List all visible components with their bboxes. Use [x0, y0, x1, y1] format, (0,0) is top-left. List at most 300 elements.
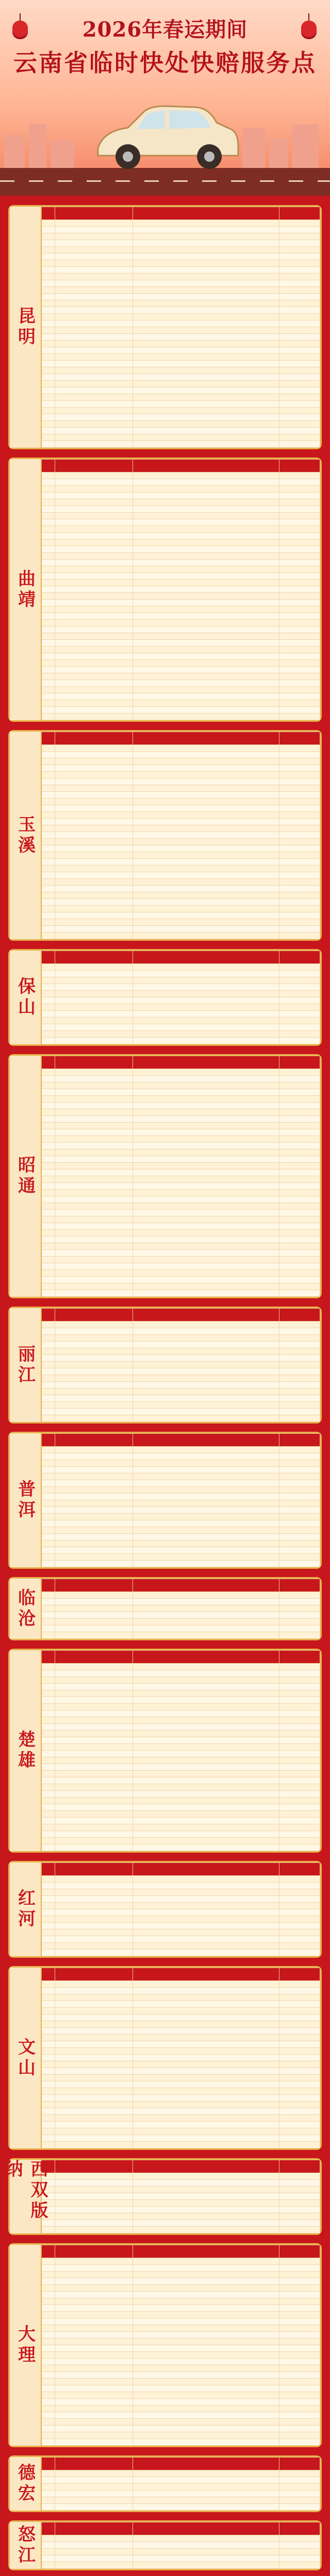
table-cell	[133, 2001, 279, 2008]
table-cell	[41, 2535, 55, 2542]
table-row	[41, 1382, 320, 1388]
table-cell	[133, 745, 279, 752]
table-header-cell	[279, 2245, 320, 2258]
table-cell	[55, 227, 133, 233]
table-cell	[279, 320, 320, 327]
table-row	[41, 2081, 320, 2088]
table-row	[41, 2332, 320, 2338]
region-section	[8, 205, 322, 449]
table-cell	[279, 421, 320, 428]
table-row	[41, 2470, 320, 2477]
table-cell	[41, 2122, 55, 2128]
table-cell	[133, 2298, 279, 2305]
table-cell	[133, 2325, 279, 2332]
table-cell	[55, 1612, 133, 1619]
table-cell	[41, 1923, 55, 1929]
table-cell	[55, 1257, 133, 1263]
table-cell	[41, 620, 55, 626]
table-cell	[55, 1170, 133, 1176]
table-cell	[55, 613, 133, 620]
region-section	[8, 949, 322, 1046]
table-row	[41, 1210, 320, 1216]
table-cell	[41, 745, 55, 752]
table-cell	[133, 1230, 279, 1236]
table-cell	[279, 1223, 320, 1230]
table-cell	[55, 341, 133, 347]
table-row	[41, 772, 320, 778]
table-cell	[133, 1547, 279, 1554]
table-cell	[41, 1216, 55, 1223]
table-cell	[41, 1547, 55, 1554]
table-cell	[279, 845, 320, 852]
table-cell	[279, 361, 320, 367]
region-name: 文山	[14, 2037, 36, 2079]
table-cell	[279, 1981, 320, 1988]
service-point-table	[41, 1433, 320, 1567]
region-section	[8, 730, 322, 941]
table-cell	[41, 626, 55, 633]
table-cell	[55, 984, 133, 991]
table-cell	[279, 673, 320, 680]
table-cell	[279, 1136, 320, 1143]
table-cell	[133, 1798, 279, 1804]
table-row	[41, 1402, 320, 1409]
table-cell	[279, 260, 320, 267]
table-row	[41, 334, 320, 341]
table-row	[41, 1024, 320, 1031]
table-header-cell	[133, 207, 279, 220]
table-cell	[41, 1203, 55, 1210]
table-cell	[41, 693, 55, 700]
table-row	[41, 1632, 320, 1639]
table-cell	[279, 2439, 320, 2446]
table-row	[41, 1494, 320, 1500]
table-cell	[55, 1018, 133, 1024]
table-cell	[55, 1210, 133, 1216]
table-cell	[279, 765, 320, 772]
table-row	[41, 347, 320, 354]
table-cell	[279, 1547, 320, 1554]
table-cell	[279, 2028, 320, 2035]
table-cell	[279, 1520, 320, 1527]
table-cell	[133, 2122, 279, 2128]
table-cell	[279, 1473, 320, 1480]
car-illustration	[88, 99, 242, 176]
table-cell	[133, 506, 279, 513]
table-cell	[55, 2207, 133, 2213]
table-cell	[41, 1388, 55, 1395]
table-cell	[55, 1883, 133, 1889]
table-cell	[55, 1409, 133, 1415]
table-row	[41, 401, 320, 408]
table-cell	[41, 274, 55, 280]
table-cell	[41, 2088, 55, 2095]
table-row	[41, 1500, 320, 1507]
table-row	[41, 2021, 320, 2028]
table-cell	[279, 381, 320, 387]
table-cell	[55, 586, 133, 593]
table-cell	[133, 1196, 279, 1203]
table-cell	[133, 1402, 279, 1409]
table-cell	[279, 1487, 320, 1494]
table-cell	[41, 991, 55, 997]
table-cell	[133, 1415, 279, 1422]
table-cell	[41, 2359, 55, 2365]
table-cell	[279, 2365, 320, 2372]
table-row	[41, 2028, 320, 2035]
table-cell	[55, 1916, 133, 1923]
table-cell	[55, 1004, 133, 1011]
table-cell	[279, 906, 320, 912]
table-cell	[55, 912, 133, 919]
table-cell	[133, 307, 279, 314]
table-cell	[55, 479, 133, 486]
table-cell	[55, 414, 133, 421]
table-row	[41, 606, 320, 613]
table-cell	[55, 1710, 133, 1717]
table-row	[41, 799, 320, 805]
region-name: 临沧	[14, 1588, 36, 1630]
table-cell	[41, 1395, 55, 1402]
table-cell	[55, 2484, 133, 2490]
table-cell	[279, 2135, 320, 2142]
table-cell	[133, 2318, 279, 2325]
table-cell	[133, 533, 279, 539]
table-cell	[41, 334, 55, 341]
table-cell	[55, 1402, 133, 1409]
table-cell	[55, 334, 133, 341]
table-row	[41, 2484, 320, 2490]
table-row	[41, 1520, 320, 1527]
table-cell	[279, 1724, 320, 1731]
table-cell	[279, 2041, 320, 2048]
table-cell	[41, 533, 55, 539]
table-row	[41, 1771, 320, 1777]
table-row	[41, 1263, 320, 1270]
table-cell	[55, 1744, 133, 1751]
table-cell	[279, 1909, 320, 1916]
table-cell	[41, 434, 55, 441]
table-cell	[279, 1243, 320, 1250]
table-row	[41, 1664, 320, 1670]
table-cell	[279, 1534, 320, 1540]
table-cell	[133, 539, 279, 546]
table-row	[41, 1744, 320, 1751]
table-cell	[133, 493, 279, 499]
table-cell	[133, 912, 279, 919]
table-row	[41, 1176, 320, 1183]
table-cell	[55, 1096, 133, 1103]
table-row	[41, 1243, 320, 1250]
table-row	[41, 560, 320, 566]
table-cell	[55, 441, 133, 448]
table-cell	[279, 1263, 320, 1270]
table-cell	[133, 499, 279, 506]
table-row	[41, 499, 320, 506]
table-row	[41, 2187, 320, 2193]
table-cell	[41, 1599, 55, 1605]
table-cell	[133, 586, 279, 593]
table-cell	[279, 2542, 320, 2549]
table-cell	[55, 1038, 133, 1044]
table-cell	[279, 307, 320, 314]
table-row	[41, 1824, 320, 1831]
table-cell	[133, 832, 279, 839]
table-cell	[41, 2392, 55, 2399]
table-cell	[279, 2325, 320, 2332]
table-cell	[133, 752, 279, 758]
table-row	[41, 220, 320, 227]
table-cell	[133, 2220, 279, 2227]
table-header-cell	[279, 1863, 320, 1876]
table-cell	[41, 1277, 55, 1283]
table-row	[41, 1950, 320, 1956]
table-header-cell	[41, 1968, 55, 1981]
table-cell	[279, 434, 320, 441]
table-cell	[279, 408, 320, 414]
table-cell	[279, 606, 320, 613]
table-cell	[41, 1943, 55, 1950]
table-cell	[41, 1447, 55, 1453]
table-cell	[279, 414, 320, 421]
table-row	[41, 381, 320, 387]
table-cell	[55, 1395, 133, 1402]
table-cell	[41, 260, 55, 267]
table-cell	[55, 347, 133, 354]
table-cell	[133, 626, 279, 633]
region-section	[8, 2243, 322, 2447]
table-row	[41, 1619, 320, 1625]
table-cell	[41, 1903, 55, 1909]
table-cell	[133, 314, 279, 320]
table-cell	[41, 1335, 55, 1342]
table-row	[41, 1129, 320, 1136]
table-cell	[55, 1599, 133, 1605]
table-row	[41, 825, 320, 832]
table-cell	[279, 428, 320, 434]
table-cell	[133, 2372, 279, 2379]
table-cell	[279, 1936, 320, 1943]
table-cell	[133, 872, 279, 879]
table-cell	[279, 1203, 320, 1210]
region-label	[10, 1650, 42, 1851]
table-cell	[41, 2405, 55, 2412]
table-cell	[279, 2392, 320, 2399]
table-row	[41, 997, 320, 1004]
table-cell	[133, 486, 279, 493]
table-row	[41, 1988, 320, 1994]
table-cell	[279, 1988, 320, 1994]
table-cell	[279, 1704, 320, 1710]
table-cell	[133, 1909, 279, 1916]
table-cell	[55, 1844, 133, 1851]
table-cell	[55, 1751, 133, 1757]
table-cell	[55, 647, 133, 653]
table-cell	[133, 1818, 279, 1824]
table-cell	[133, 320, 279, 327]
table-cell	[279, 1929, 320, 1936]
table-row	[41, 394, 320, 401]
table-cell	[279, 772, 320, 778]
table-cell	[279, 2562, 320, 2569]
table-cell	[55, 1375, 133, 1382]
table-cell	[279, 1757, 320, 1764]
table-cell	[133, 2470, 279, 2477]
table-cell	[55, 805, 133, 812]
poster-title-line1: 2026年春运期间	[82, 18, 248, 42]
table-cell	[55, 2041, 133, 2048]
table-cell	[133, 1677, 279, 1684]
table-row	[41, 984, 320, 991]
table-cell	[41, 1909, 55, 1916]
table-cell	[41, 984, 55, 991]
table-cell	[41, 933, 55, 939]
table-cell	[133, 428, 279, 434]
table-cell	[133, 414, 279, 421]
table-cell	[41, 421, 55, 428]
table-cell	[55, 1163, 133, 1170]
table-cell	[41, 1619, 55, 1625]
table-cell	[133, 2041, 279, 2048]
table-cell	[279, 1143, 320, 1149]
table-cell	[41, 1143, 55, 1149]
table-cell	[41, 267, 55, 274]
table-row	[41, 1561, 320, 1567]
table-cell	[279, 506, 320, 513]
table-cell	[279, 1453, 320, 1460]
table-cell	[279, 1612, 320, 1619]
table-cell	[41, 1149, 55, 1156]
table-cell	[279, 1447, 320, 1453]
table-cell	[55, 1838, 133, 1844]
table-cell	[41, 486, 55, 493]
table-row	[41, 933, 320, 939]
table-cell	[41, 1818, 55, 1824]
table-row	[41, 1290, 320, 1297]
table-cell	[55, 758, 133, 765]
table-cell	[133, 1844, 279, 1851]
table-cell	[41, 367, 55, 374]
table-cell	[133, 2405, 279, 2412]
table-cell	[55, 2108, 133, 2115]
table-cell	[133, 1690, 279, 1697]
table-cell	[133, 1263, 279, 1270]
table-row	[41, 785, 320, 792]
table-cell	[41, 2272, 55, 2278]
table-cell	[55, 580, 133, 586]
table-cell	[41, 879, 55, 886]
table-cell	[55, 1116, 133, 1123]
table-cell	[279, 472, 320, 479]
table-cell	[279, 499, 320, 506]
table-cell	[279, 1950, 320, 1956]
table-cell	[279, 513, 320, 519]
table-cell	[55, 832, 133, 839]
table-cell	[279, 1737, 320, 1744]
table-cell	[133, 233, 279, 240]
table-cell	[133, 977, 279, 984]
table-cell	[41, 586, 55, 593]
table-cell	[279, 680, 320, 687]
table-cell	[55, 2439, 133, 2446]
table-cell	[279, 1382, 320, 1388]
table-row	[41, 240, 320, 247]
service-point-table	[41, 951, 320, 1044]
table-row	[41, 2325, 320, 2332]
table-cell	[55, 1447, 133, 1453]
table-cell	[133, 1896, 279, 1903]
table-row	[41, 1447, 320, 1453]
table-cell	[55, 2258, 133, 2265]
table-cell	[41, 2081, 55, 2088]
table-cell	[55, 1348, 133, 1355]
table-cell	[133, 1527, 279, 1534]
table-cell	[133, 1632, 279, 1639]
table-cell	[279, 1270, 320, 1277]
table-row	[41, 2207, 320, 2213]
table-cell	[55, 1230, 133, 1236]
table-cell	[41, 1697, 55, 1704]
table-header-cell	[133, 1056, 279, 1069]
table-cell	[279, 1409, 320, 1415]
table-cell	[41, 1561, 55, 1567]
table-row	[41, 2128, 320, 2135]
table-cell	[279, 1183, 320, 1190]
table-cell	[279, 1507, 320, 1514]
table-cell	[55, 506, 133, 513]
table-cell	[279, 872, 320, 879]
region-name: 普洱	[14, 1480, 36, 1521]
table-cell	[279, 1697, 320, 1704]
table-row	[41, 1777, 320, 1784]
table-cell	[55, 2193, 133, 2200]
table-cell	[133, 687, 279, 693]
table-cell	[55, 1487, 133, 1494]
table-cell	[133, 2258, 279, 2265]
table-cell	[133, 1116, 279, 1123]
table-row	[41, 1554, 320, 1561]
region-section	[8, 1307, 322, 1423]
table-cell	[41, 600, 55, 606]
table-cell	[133, 1176, 279, 1183]
table-cell	[279, 1116, 320, 1123]
table-cell	[133, 714, 279, 720]
service-point-table	[41, 2245, 320, 2446]
table-cell	[279, 1824, 320, 1831]
table-cell	[55, 1089, 133, 1096]
table-cell	[41, 2008, 55, 2014]
table-row	[41, 859, 320, 866]
table-row	[41, 300, 320, 307]
table-cell	[55, 2035, 133, 2041]
table-cell	[55, 1156, 133, 1163]
table-row	[41, 1625, 320, 1632]
table-cell	[279, 1355, 320, 1362]
table-cell	[55, 2187, 133, 2193]
table-cell	[55, 1534, 133, 1540]
table-cell	[133, 1024, 279, 1031]
table-row	[41, 1123, 320, 1129]
table-cell	[41, 772, 55, 778]
table-cell	[133, 1605, 279, 1612]
table-cell	[41, 1724, 55, 1731]
table-cell	[55, 1415, 133, 1422]
table-cell	[41, 653, 55, 660]
table-cell	[133, 640, 279, 647]
table-header-cell	[41, 1056, 55, 1069]
table-cell	[279, 2265, 320, 2272]
table-cell	[133, 526, 279, 533]
